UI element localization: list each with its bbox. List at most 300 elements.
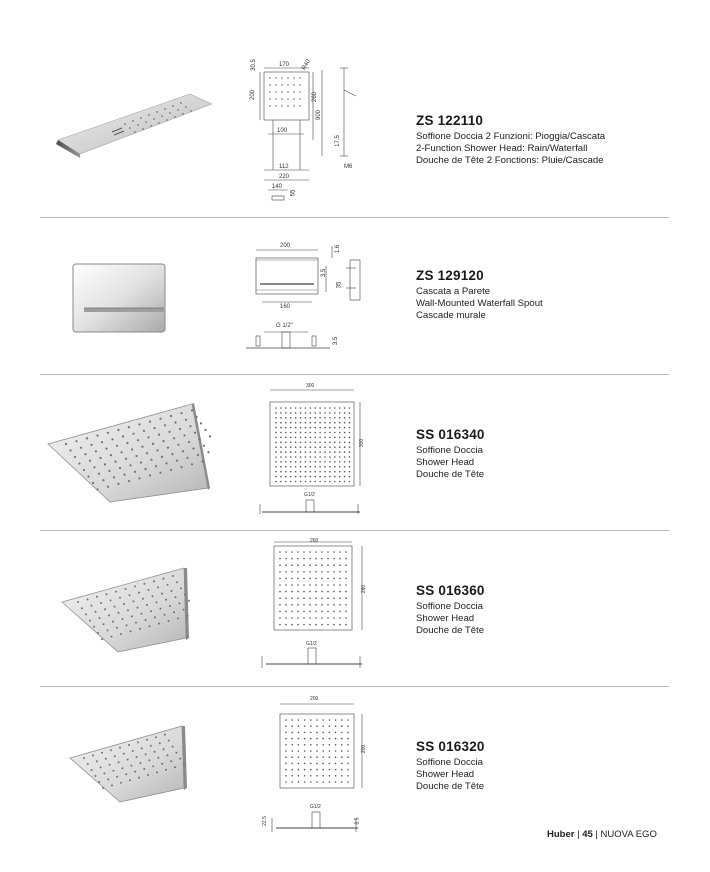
nozzle-dot (130, 765, 132, 767)
nozzle-dot (116, 627, 118, 629)
nozzle-dot (163, 578, 165, 580)
nozzle-dot (129, 594, 131, 596)
nozzle-dot (165, 769, 167, 771)
nozzle-dot (179, 758, 181, 760)
nozzle-dot (125, 773, 127, 775)
nozzle-dot (184, 594, 186, 596)
nozzle-dot (125, 458, 127, 460)
product-info-ss-016340 (416, 427, 676, 481)
nozzle-dot (155, 736, 157, 738)
dim-label: 35 (336, 281, 343, 289)
nozzle-dot (207, 451, 209, 453)
nozzle-dot (185, 419, 187, 421)
nozzle-dot (108, 614, 110, 616)
nozzle-dot (174, 421, 176, 423)
nozzle-dot (112, 770, 114, 772)
dim-label: 17.5 (334, 135, 341, 147)
nozzle-dot (74, 456, 76, 458)
nozzle-dot (120, 451, 122, 453)
nozzle-dot (117, 429, 119, 431)
dim-label: M6 (344, 164, 353, 170)
nozzle-dot (147, 774, 149, 776)
nozzle-dot (89, 620, 91, 622)
nozzle-dot (105, 448, 107, 450)
nozzle-dot (77, 601, 79, 603)
nozzle-dot (129, 464, 131, 466)
nozzle-dot (174, 766, 176, 768)
dim-label: G 1/2" (276, 323, 293, 329)
nozzle-dot (78, 462, 80, 464)
dim-label: 300 (306, 383, 315, 389)
product-photo-ss-016320 (68, 724, 188, 809)
row-divider (40, 686, 669, 687)
nozzle-dot (114, 461, 116, 463)
nozzle-dot (150, 745, 152, 747)
nozzle-dot (119, 597, 121, 599)
nozzle-dot (126, 442, 128, 444)
nozzle-dot (164, 734, 166, 736)
nozzle-dot (107, 486, 109, 488)
dim-label: 200 (280, 243, 291, 249)
nozzle-dot (87, 475, 89, 477)
nozzle-dot (92, 754, 94, 756)
nozzle-dot (145, 619, 147, 621)
nozzle-dot (179, 602, 181, 604)
nozzle-dot (176, 460, 178, 462)
dim-label: 112 (279, 164, 289, 170)
dim-label: 140 (272, 184, 283, 190)
nozzle-dot (183, 434, 185, 436)
nozzle-dot (154, 751, 156, 753)
product-code: SS 016320 (416, 739, 485, 754)
nozzle-dot (166, 754, 168, 756)
nozzle-dot (161, 763, 163, 765)
nozzle-dot (158, 623, 160, 625)
dim-label: 300 (359, 438, 366, 448)
nozzle-dot (100, 602, 102, 604)
nozzle-dot (123, 603, 125, 605)
nozzle-dot (112, 621, 114, 623)
nozzle-dot (120, 782, 122, 784)
nozzle-dot (165, 599, 167, 601)
nozzle-dot (195, 416, 197, 418)
product-desc-en: Shower Head (416, 457, 475, 468)
nozzle-dot (106, 593, 108, 595)
product-code: ZS 129120 (416, 268, 484, 283)
dimension-labels-zs-122110 (246, 60, 366, 210)
nozzle-dot (94, 775, 96, 777)
nozzle-dot (162, 440, 164, 442)
nozzle-dot (132, 433, 134, 435)
nozzle-dot (173, 611, 175, 613)
product-desc-it: Soffione Doccia (416, 601, 484, 612)
nozzle-dot (171, 590, 173, 592)
nozzle-dot (87, 763, 89, 765)
nozzle-dot (144, 468, 146, 470)
dim-label: 200 (361, 744, 368, 754)
nozzle-dot (159, 742, 161, 744)
dim-label: 8.5 (354, 817, 361, 825)
product-photo-zs-122110 (50, 90, 215, 163)
nozzle-dot (147, 436, 149, 438)
nozzle-dot (188, 441, 190, 443)
nozzle-dot (197, 454, 199, 456)
nozzle-dot (152, 595, 154, 597)
nozzle-dot (145, 753, 147, 755)
nozzle-dot (123, 474, 125, 476)
nozzle-dot (99, 617, 101, 619)
nozzle-dot (149, 421, 151, 423)
nozzle-dot (152, 765, 154, 767)
nozzle-dot (142, 598, 144, 600)
nozzle-dot (157, 586, 159, 588)
nozzle-dot (163, 748, 165, 750)
nozzle-dot (98, 473, 100, 475)
nozzle-dot (168, 740, 170, 742)
nozzle-dot (161, 456, 163, 458)
nozzle-dot (109, 764, 111, 766)
nozzle-dot (187, 615, 189, 617)
nozzle-dot (188, 600, 190, 602)
nozzle-dot (101, 638, 103, 640)
dim-label: R40 (301, 58, 312, 72)
nozzle-dot (138, 777, 140, 779)
nozzle-dot (91, 605, 93, 607)
nozzle-dot (156, 449, 158, 451)
nozzle-dot (117, 483, 119, 485)
nozzle-dot (136, 756, 138, 758)
nozzle-dot (149, 474, 151, 476)
nozzle-dot (137, 439, 139, 441)
nozzle-dot (171, 453, 173, 455)
nozzle-dot (183, 764, 185, 766)
nozzle-dot (139, 628, 141, 630)
footer-separator: | (595, 829, 601, 840)
dim-label: 1.6 (335, 244, 342, 254)
nozzle-dot (134, 771, 136, 773)
dim-label: 100 (277, 128, 288, 134)
dim-label: 160 (280, 304, 291, 310)
nozzle-dot (127, 609, 129, 611)
product-desc-fr: Douche de Tête (416, 469, 485, 480)
dim-label: G1/2 (310, 804, 321, 810)
nozzle-dot (113, 476, 115, 478)
nozzle-dot (146, 452, 148, 454)
dim-label: G1/2 (304, 492, 315, 498)
nozzle-dot (157, 757, 159, 759)
nozzle-dot (189, 425, 191, 427)
nozzle-dot (143, 430, 145, 432)
nozzle-dot (154, 616, 156, 618)
nozzle-dot (182, 450, 184, 452)
dimension-labels-ss-016340 (256, 382, 368, 522)
nozzle-dot (168, 620, 170, 622)
nozzle-dot (170, 760, 172, 762)
nozzle-dot (119, 747, 121, 749)
product-code: ZS 122110 (416, 113, 484, 128)
nozzle-dot (115, 591, 117, 593)
page-footer (547, 829, 657, 840)
product-code: SS 016340 (416, 427, 485, 442)
product-desc-it: Cascata a Parete (416, 286, 491, 297)
nozzle-dot (122, 618, 124, 620)
dim-label: 3.5 (333, 336, 340, 346)
nozzle-dot (111, 784, 113, 786)
product-photo-zs-129120 (70, 262, 168, 339)
nozzle-dot (100, 766, 102, 768)
nozzle-dot (110, 454, 112, 456)
nozzle-dot (134, 471, 136, 473)
footer-brand: Huber (547, 829, 575, 840)
nozzle-dot (176, 581, 178, 583)
nozzle-dot (101, 752, 103, 754)
footer-page-number: 45 (582, 829, 593, 840)
nozzle-dot (173, 437, 175, 439)
product-desc-en: 2-Function Shower Head: Rain/Waterfall (416, 143, 588, 154)
nozzle-dot (170, 469, 172, 471)
dim-label: 3.5 (321, 268, 328, 278)
product-info-ss-016320 (416, 739, 676, 793)
nozzle-dot (69, 449, 71, 451)
nozzle-dot (108, 470, 110, 472)
nozzle-dot (164, 614, 166, 616)
nozzle-dot (146, 604, 148, 606)
dim-label: 200 (250, 89, 257, 101)
nozzle-dot (158, 434, 160, 436)
nozzle-dot (192, 447, 194, 449)
nozzle-dot (153, 580, 155, 582)
dim-label: 200 (310, 696, 319, 702)
nozzle-dot (137, 741, 139, 743)
nozzle-dot (129, 779, 131, 781)
nozzle-dot (65, 443, 67, 445)
product-desc-en: Wall-Mounted Waterfall Spout (416, 298, 543, 309)
product-desc-en: Shower Head (416, 769, 475, 780)
nozzle-dot (153, 427, 155, 429)
nozzle-dot (107, 629, 109, 631)
nozzle-dot (96, 596, 98, 598)
nozzle-dot (191, 409, 193, 411)
dim-label: 170 (279, 62, 290, 68)
nozzle-dot (138, 592, 140, 594)
nozzle-dot (152, 443, 154, 445)
nozzle-dot (96, 435, 98, 437)
nozzle-dot (122, 435, 124, 437)
nozzle-dot (194, 432, 196, 434)
nozzle-dot (90, 444, 92, 446)
nozzle-dot (120, 633, 122, 635)
product-desc-fr: Douche de Tête (416, 781, 485, 792)
nozzle-dot (191, 463, 193, 465)
nozzle-dot (93, 466, 95, 468)
nozzle-dot (167, 584, 169, 586)
dim-label: 30.5 (250, 59, 257, 71)
nozzle-dot (83, 469, 85, 471)
nozzle-dot (75, 440, 77, 442)
nozzle-dot (186, 457, 188, 459)
nozzle-dot (101, 441, 103, 443)
nozzle-dot (128, 480, 130, 482)
nozzle-dot (137, 607, 139, 609)
nozzle-dot (123, 753, 125, 755)
nozzle-dot (148, 589, 150, 591)
nozzle-dot (169, 605, 171, 607)
nozzle-dot (156, 771, 158, 773)
product-desc-fr: Cascade murale (416, 310, 486, 321)
nozzle-dot (165, 462, 167, 464)
row-divider (40, 530, 669, 531)
nozzle-dot (183, 609, 185, 611)
nozzle-dot (130, 630, 132, 632)
nozzle-dot (107, 778, 109, 780)
product-desc-it: Soffione Doccia (416, 757, 484, 768)
dimension-labels-ss-016360 (256, 538, 374, 678)
nozzle-dot (139, 762, 141, 764)
nozzle-dot (132, 750, 134, 752)
nozzle-dot (159, 418, 161, 420)
nozzle-dot (95, 450, 97, 452)
nozzle-dot (118, 761, 120, 763)
nozzle-dot (156, 601, 158, 603)
nozzle-dot (116, 445, 118, 447)
nozzle-dot (110, 599, 112, 601)
nozzle-dot (104, 608, 106, 610)
nozzle-dot (86, 437, 88, 439)
product-desc-fr: Douche de Tête 2 Fonctions: Pluie/Cascade (416, 155, 604, 166)
nozzle-dot (180, 412, 182, 414)
nozzle-dot (141, 613, 143, 615)
nozzle-dot (180, 587, 182, 589)
nozzle-dot (160, 608, 162, 610)
nozzle-dot (140, 461, 142, 463)
nozzle-dot (119, 467, 121, 469)
nozzle-dot (175, 596, 177, 598)
nozzle-dot (177, 444, 179, 446)
nozzle-dot (93, 626, 95, 628)
nozzle-dot (107, 432, 109, 434)
footer-collection: NUOVA EGO (600, 829, 657, 840)
product-photo-ss-016340 (46, 402, 212, 509)
product-info-ss-016360 (416, 583, 676, 637)
nozzle-dot (133, 600, 135, 602)
nozzle-dot (138, 477, 140, 479)
footer-separator: | (577, 829, 583, 840)
product-info-zs-122110 (416, 113, 676, 167)
nozzle-dot (96, 488, 98, 490)
dimension-labels-ss-016320 (258, 694, 374, 834)
dim-label: G1/2 (306, 641, 317, 647)
nozzle-dot (159, 472, 161, 474)
nozzle-dot (179, 428, 181, 430)
nozzle-dot (97, 632, 99, 634)
nozzle-dot (141, 747, 143, 749)
nozzle-dot (209, 435, 211, 437)
nozzle-dot (83, 757, 85, 759)
product-code: SS 016360 (416, 583, 485, 598)
nozzle-dot (131, 448, 133, 450)
nozzle-dot (111, 636, 113, 638)
dim-label: 220 (279, 174, 290, 180)
row-divider (40, 217, 669, 218)
nozzle-dot (99, 457, 101, 459)
nozzle-dot (102, 787, 104, 789)
nozzle-dot (146, 739, 148, 741)
nozzle-dot (126, 624, 128, 626)
nozzle-dot (148, 759, 150, 761)
nozzle-dot (102, 479, 104, 481)
nozzle-dot (135, 622, 137, 624)
dim-label: 900 (316, 109, 323, 121)
nozzle-dot (150, 459, 152, 461)
dim-label: 260 (312, 91, 319, 103)
nozzle-dot (121, 767, 123, 769)
nozzle-dot (80, 447, 82, 449)
dim-label: 55 (290, 189, 297, 197)
nozzle-dot (168, 431, 170, 433)
nozzle-dot (118, 612, 120, 614)
nozzle-dot (170, 415, 172, 417)
nozzle-dot (127, 759, 129, 761)
nozzle-dot (150, 610, 152, 612)
nozzle-dot (128, 744, 130, 746)
nozzle-dot (96, 760, 98, 762)
product-desc-it: Soffione Doccia 2 Funzioni: Pioggia/Cascata (416, 131, 606, 142)
dim-label: 22.5 (261, 816, 268, 826)
product-desc-it: Soffione Doccia (416, 445, 484, 456)
nozzle-dot (161, 593, 163, 595)
nozzle-dot (149, 625, 151, 627)
dim-label: 260 (310, 538, 319, 544)
nozzle-dot (138, 423, 140, 425)
nozzle-dot (114, 606, 116, 608)
nozzle-dot (141, 446, 143, 448)
nozzle-dot (164, 424, 166, 426)
nozzle-dot (128, 426, 130, 428)
nozzle-dot (172, 575, 174, 577)
nozzle-dot (143, 768, 145, 770)
product-desc-en: Shower Head (416, 613, 475, 624)
nozzle-dot (84, 453, 86, 455)
nozzle-dot (81, 607, 83, 609)
nozzle-dot (85, 613, 87, 615)
nozzle-dot (155, 465, 157, 467)
nozzle-dot (180, 466, 182, 468)
nozzle-dot (92, 482, 94, 484)
nozzle-dot (91, 769, 93, 771)
nozzle-dot (172, 746, 174, 748)
product-photo-ss-016360 (60, 566, 190, 659)
nozzle-dot (167, 447, 169, 449)
nozzle-dot (104, 463, 106, 465)
nozzle-dot (89, 460, 91, 462)
dimension-labels-zs-129120 (242, 240, 372, 355)
product-desc-fr: Douche de Tête (416, 625, 485, 636)
nozzle-dot (203, 445, 205, 447)
nozzle-dot (103, 623, 105, 625)
nozzle-dot (177, 617, 179, 619)
nozzle-dot (105, 758, 107, 760)
nozzle-dot (103, 772, 105, 774)
nozzle-dot (134, 585, 136, 587)
nozzle-dot (111, 438, 113, 440)
row-divider (40, 374, 669, 375)
nozzle-dot (98, 781, 100, 783)
nozzle-dot (116, 776, 118, 778)
product-info-zs-129120 (416, 268, 676, 322)
nozzle-dot (201, 460, 203, 462)
nozzle-dot (95, 611, 97, 613)
nozzle-dot (198, 438, 200, 440)
